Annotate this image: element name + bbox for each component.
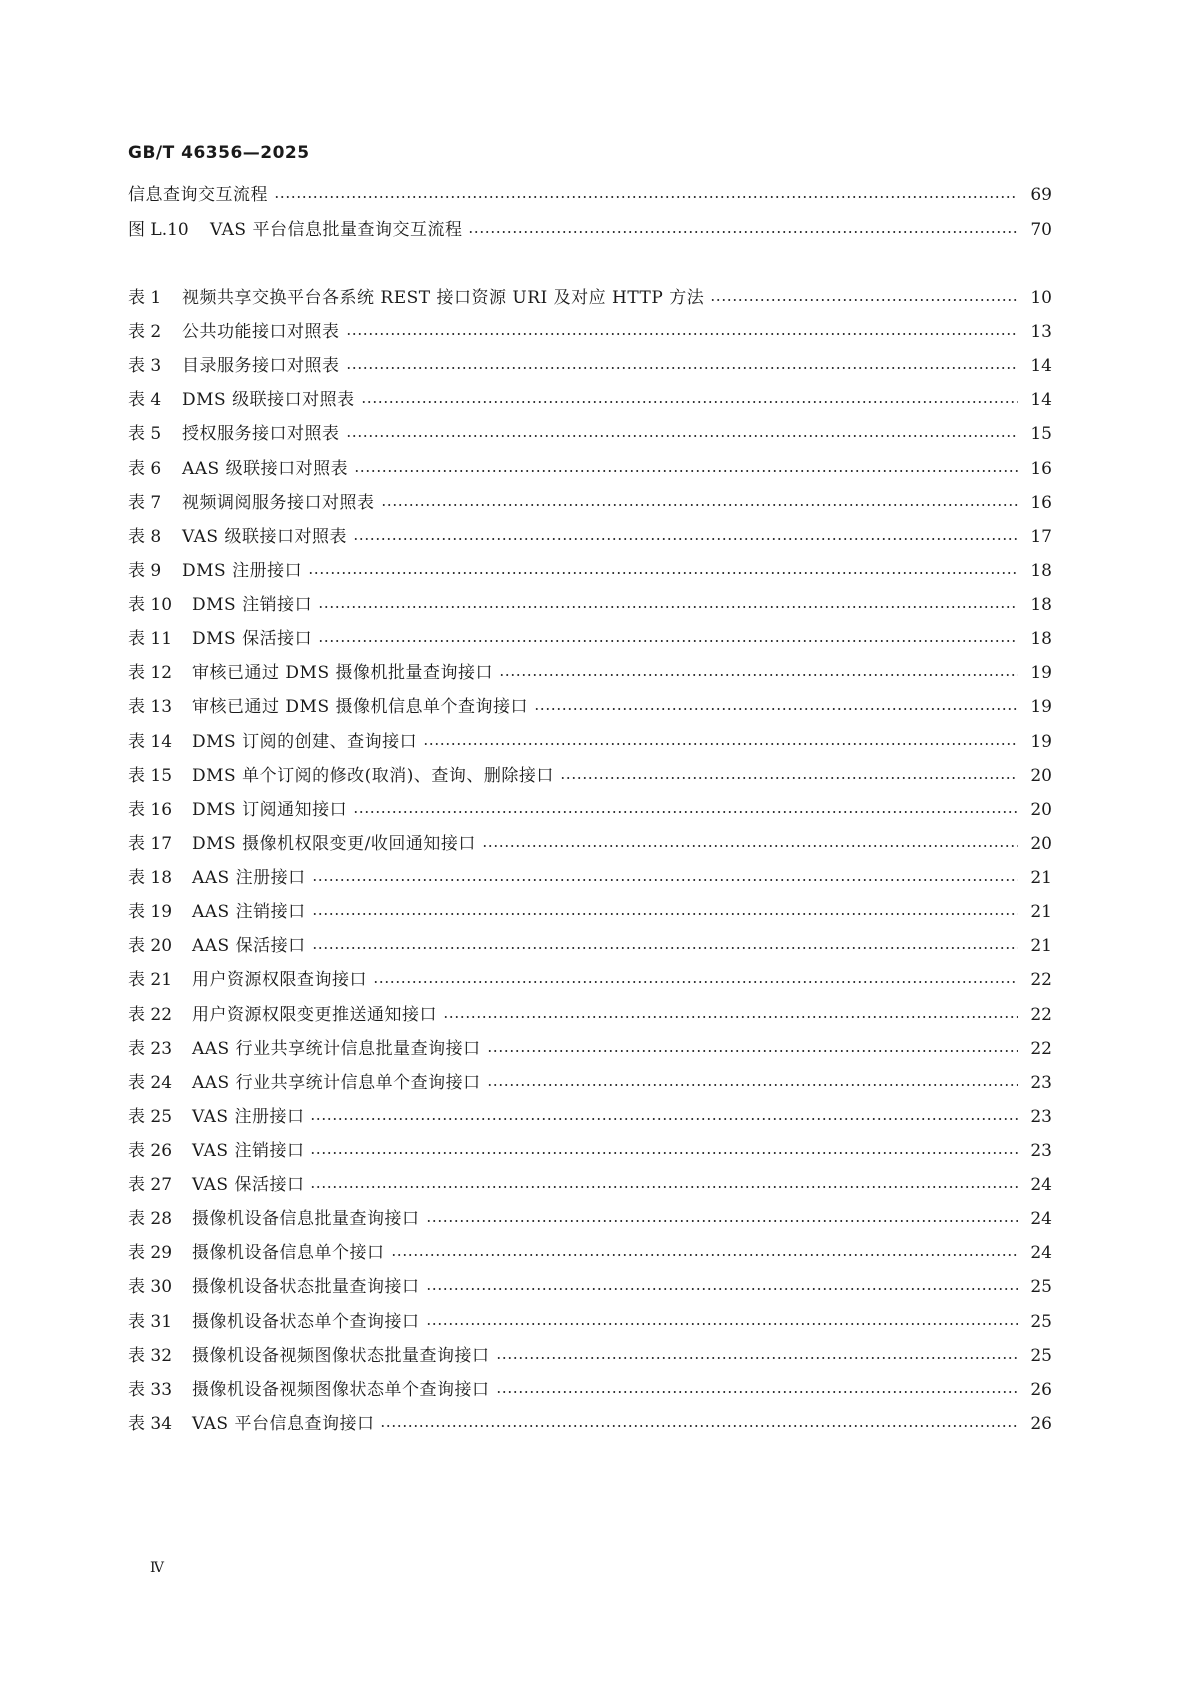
entry-label: 表 8: [128, 527, 162, 547]
entry-page-number: 16: [1030, 493, 1052, 513]
table-entry[interactable]: [128, 1341, 1052, 1367]
entry-page-number: 18: [1030, 629, 1052, 649]
entry-label: 表 2: [128, 322, 162, 342]
dot-leader: [346, 330, 1019, 338]
entry-page-number: 25: [1030, 1346, 1052, 1366]
entry-title: DMS 摄像机权限变更/收回通知接口: [192, 834, 476, 854]
dot-leader: [560, 774, 1018, 782]
dot-leader: [318, 637, 1018, 645]
entry-title: AAS 注册接口: [192, 868, 306, 888]
dot-leader: [482, 842, 1018, 850]
entry-title: AAS 保活接口: [192, 936, 306, 956]
dot-leader: [353, 535, 1018, 543]
dot-leader: [373, 978, 1018, 986]
entry-page-number: 24: [1030, 1175, 1052, 1195]
entry-title: VAS 注册接口: [192, 1107, 305, 1127]
dot-leader: [312, 910, 1018, 918]
entry-title: DMS 订阅通知接口: [192, 800, 348, 820]
dot-leader: [312, 944, 1018, 952]
entry-title: 授权服务接口对照表: [182, 424, 340, 444]
dot-leader: [423, 740, 1018, 748]
table-entry[interactable]: [128, 624, 1052, 650]
dot-leader: [710, 296, 1018, 304]
dot-leader: [310, 1183, 1018, 1191]
entry-label: 表 20: [128, 936, 173, 956]
table-entry[interactable]: [128, 1409, 1052, 1435]
entry-label: 表 30: [128, 1277, 173, 1297]
entry-title: 用户资源权限查询接口: [192, 970, 367, 990]
table-entry[interactable]: [128, 829, 1052, 855]
entry-page-number: 19: [1030, 697, 1052, 717]
entry-label: 表 16: [128, 800, 173, 820]
entry-title: 视频调阅服务接口对照表: [182, 493, 375, 513]
entry-label: 表 21: [128, 970, 173, 990]
entry-title: DMS 订阅的创建、查询接口: [192, 732, 418, 752]
entry-page-number: 21: [1030, 902, 1052, 922]
entry-page-number: 24: [1030, 1209, 1052, 1229]
entry-title: 摄像机设备信息单个接口: [192, 1243, 385, 1263]
entry-page-number: 17: [1030, 527, 1052, 547]
entry-label: 表 23: [128, 1039, 173, 1059]
entry-page-number: 22: [1030, 1039, 1052, 1059]
entry-label: 表 28: [128, 1209, 173, 1229]
table-entry[interactable]: [128, 1136, 1052, 1162]
dot-leader: [346, 432, 1019, 440]
table-entry[interactable]: [128, 1375, 1052, 1401]
entry-label: 表 29: [128, 1243, 173, 1263]
entry-page-number: 22: [1030, 970, 1052, 990]
entry-page-number: 26: [1030, 1414, 1052, 1434]
entry-page-number: 20: [1030, 766, 1052, 786]
table-entry[interactable]: [128, 863, 1052, 889]
entry-title: AAS 行业共享统计信息单个查询接口: [192, 1073, 481, 1093]
dot-leader: [380, 1422, 1018, 1430]
entry-page-number: 21: [1030, 868, 1052, 888]
dot-leader: [318, 603, 1018, 611]
dot-leader: [426, 1217, 1019, 1225]
table-entry[interactable]: [128, 1034, 1052, 1060]
entry-label: 表 34: [128, 1414, 173, 1434]
table-entry[interactable]: [128, 1307, 1052, 1333]
dot-leader: [426, 1320, 1019, 1328]
entry-page-number: 21: [1030, 936, 1052, 956]
entry-page-number: 18: [1030, 561, 1052, 581]
entry-label: 表 26: [128, 1141, 173, 1161]
dot-leader: [499, 671, 1018, 679]
entry-label: 表 11: [128, 629, 173, 649]
dot-leader: [310, 1149, 1018, 1157]
entry-label: 表 22: [128, 1005, 173, 1025]
entry-label: 表 31: [128, 1312, 173, 1332]
dot-leader: [381, 501, 1019, 509]
dot-leader: [353, 808, 1018, 816]
table-entry[interactable]: [128, 1272, 1052, 1298]
entry-page-number: 20: [1030, 800, 1052, 820]
dot-leader: [496, 1388, 1019, 1396]
entry-label: 图 L.10: [128, 220, 189, 240]
table-entry[interactable]: [128, 283, 1052, 309]
dot-leader: [346, 364, 1019, 372]
dot-leader: [312, 876, 1018, 884]
entry-title: AAS 级联接口对照表: [182, 459, 349, 479]
figure-entry[interactable]: [128, 215, 1052, 241]
entry-title: VAS 级联接口对照表: [182, 527, 347, 547]
entry-title: 视频共享交换平台各系统 REST 接口资源 URI 及对应 HTTP 方法: [182, 288, 705, 308]
entry-label: 表 17: [128, 834, 173, 854]
entry-title: AAS 注销接口: [192, 902, 306, 922]
table-entry[interactable]: [128, 590, 1052, 616]
table-entry[interactable]: [128, 522, 1052, 548]
table-entry[interactable]: [128, 488, 1052, 514]
entry-page-number: 13: [1030, 322, 1052, 342]
entry-label: 表 18: [128, 868, 173, 888]
entry-title: 用户资源权限变更推送通知接口: [192, 1005, 437, 1025]
table-entry[interactable]: [128, 761, 1052, 787]
entry-label: 表 14: [128, 732, 173, 752]
table-entry[interactable]: [128, 385, 1052, 411]
dot-leader: [426, 1285, 1019, 1293]
entry-label: 表 12: [128, 663, 173, 683]
table-entry[interactable]: [128, 727, 1052, 753]
dot-leader: [361, 398, 1018, 406]
table-entry[interactable]: [128, 692, 1052, 718]
entry-page-number: 70: [1030, 220, 1052, 240]
entry-page-number: 25: [1030, 1312, 1052, 1332]
entry-title: 摄像机设备状态批量查询接口: [192, 1277, 420, 1297]
entry-label: 表 5: [128, 424, 162, 444]
entry-title: DMS 单个订阅的修改(取消)、查询、删除接口: [192, 766, 554, 786]
entry-title: VAS 保活接口: [192, 1175, 305, 1195]
entry-title: 摄像机设备状态单个查询接口: [192, 1312, 420, 1332]
entry-page-number: 25: [1030, 1277, 1052, 1297]
entry-title: VAS 平台信息批量查询交互流程: [210, 220, 463, 240]
entry-title: VAS 注销接口: [192, 1141, 305, 1161]
dot-leader: [391, 1251, 1019, 1259]
table-entry[interactable]: [128, 1102, 1052, 1128]
entry-title: DMS 注册接口: [182, 561, 303, 581]
entry-title: DMS 级联接口对照表: [182, 390, 355, 410]
entry-label: 表 13: [128, 697, 173, 717]
dot-leader: [308, 569, 1018, 577]
entry-page-number: 19: [1030, 663, 1052, 683]
page-number: Ⅳ: [150, 1560, 164, 1576]
entry-label: 表 7: [128, 493, 162, 513]
entry-page-number: 23: [1030, 1141, 1052, 1161]
entry-title: DMS 注销接口: [192, 595, 313, 615]
entry-title: 摄像机设备视频图像状态单个查询接口: [192, 1380, 490, 1400]
entry-page-number: 14: [1030, 356, 1052, 376]
table-entry[interactable]: [128, 931, 1052, 957]
entry-title: 审核已通过 DMS 摄像机批量查询接口: [192, 663, 493, 683]
entry-page-number: 22: [1030, 1005, 1052, 1025]
entry-label: 表 27: [128, 1175, 173, 1195]
table-entry[interactable]: [128, 1068, 1052, 1094]
entry-page-number: 14: [1030, 390, 1052, 410]
table-entry[interactable]: [128, 419, 1052, 445]
table-entry[interactable]: [128, 1204, 1052, 1230]
table-entry[interactable]: [128, 795, 1052, 821]
table-entry[interactable]: [128, 454, 1052, 480]
entry-label: 表 32: [128, 1346, 173, 1366]
dot-leader: [310, 1115, 1018, 1123]
entry-page-number: 20: [1030, 834, 1052, 854]
table-entry[interactable]: [128, 1000, 1052, 1026]
entry-label: 表 19: [128, 902, 173, 922]
entry-page-number: 23: [1030, 1107, 1052, 1127]
entry-page-number: 24: [1030, 1243, 1052, 1263]
entry-title: 摄像机设备信息批量查询接口: [192, 1209, 420, 1229]
table-entry[interactable]: [128, 1170, 1052, 1196]
entry-label: 表 9: [128, 561, 162, 581]
dot-leader: [487, 1081, 1018, 1089]
table-entry[interactable]: [128, 1238, 1052, 1264]
table-entry[interactable]: [128, 965, 1052, 991]
table-entry[interactable]: [128, 658, 1052, 684]
entry-title: 摄像机设备视频图像状态批量查询接口: [192, 1346, 490, 1366]
entry-page-number: 19: [1030, 732, 1052, 752]
entry-label: 表 1: [128, 288, 162, 308]
entry-label: 表 15: [128, 766, 173, 786]
entry-label: 表 33: [128, 1380, 173, 1400]
table-entry[interactable]: [128, 897, 1052, 923]
entry-title: 目录服务接口对照表: [182, 356, 340, 376]
entry-page-number: 15: [1030, 424, 1052, 444]
table-entry[interactable]: [128, 351, 1052, 377]
document-code: GB/T 46356—2025: [128, 143, 310, 163]
entry-page-number: 10: [1030, 288, 1052, 308]
dot-leader: [274, 193, 1018, 201]
entry-label: 表 25: [128, 1107, 173, 1127]
table-entry[interactable]: [128, 317, 1052, 343]
entry-label: 表 6: [128, 459, 162, 479]
entry-title: VAS 平台信息查询接口: [192, 1414, 375, 1434]
entry-page-number: 69: [1030, 185, 1052, 205]
entry-label: 表 4: [128, 390, 162, 410]
figure-entry[interactable]: [128, 180, 1052, 206]
dot-leader: [354, 467, 1018, 475]
entry-title: 信息查询交互流程: [128, 185, 268, 205]
entry-title: DMS 保活接口: [192, 629, 313, 649]
dot-leader: [443, 1013, 1018, 1021]
entry-page-number: 16: [1030, 459, 1052, 479]
entry-title: AAS 行业共享统计信息批量查询接口: [192, 1039, 481, 1059]
entry-page-number: 26: [1030, 1380, 1052, 1400]
table-entry[interactable]: [128, 556, 1052, 582]
dot-leader: [496, 1354, 1019, 1362]
entry-label: 表 24: [128, 1073, 173, 1093]
dot-leader: [468, 228, 1018, 236]
entry-label: 表 10: [128, 595, 173, 615]
dot-leader: [487, 1047, 1018, 1055]
entry-page-number: 23: [1030, 1073, 1052, 1093]
entry-title: 审核已通过 DMS 摄像机信息单个查询接口: [192, 697, 528, 717]
dot-leader: [534, 705, 1018, 713]
entry-title: 公共功能接口对照表: [182, 322, 340, 342]
entry-label: 表 3: [128, 356, 162, 376]
entry-page-number: 18: [1030, 595, 1052, 615]
